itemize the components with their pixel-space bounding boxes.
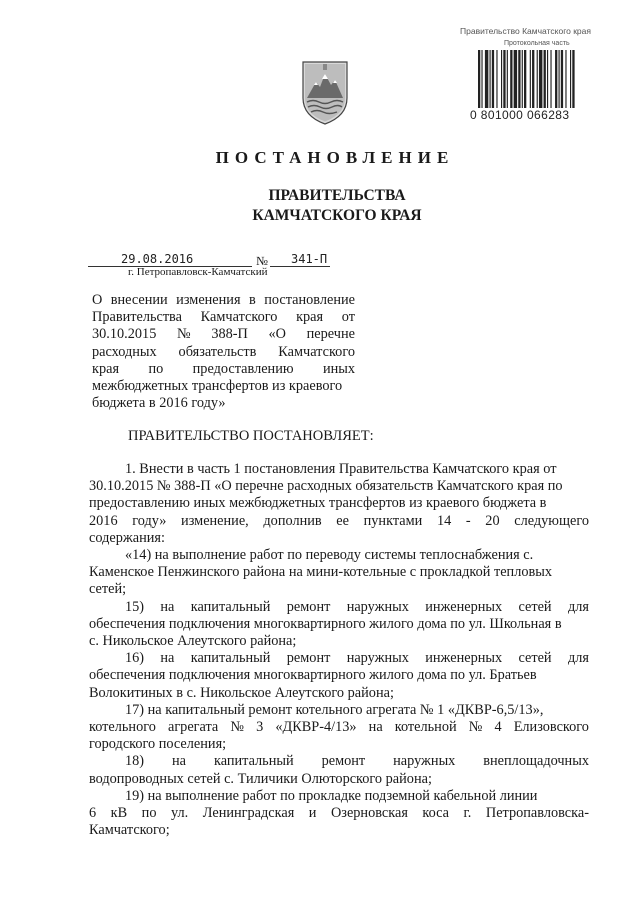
body-line — [89, 788, 589, 805]
subject-word: края — [92, 360, 120, 377]
body-line — [89, 564, 589, 581]
subject-word: края — [296, 309, 324, 326]
barcode-bar — [485, 50, 488, 108]
body-word: по — [141, 805, 157, 822]
body-word: водопроводных сетей с. Тиличики Олюторского района; — [89, 770, 432, 787]
body-word: 19) на выполнение работ по прокладке подземной кабельной линии — [125, 787, 538, 804]
subject-word: № — [177, 326, 191, 343]
body-word: наружных — [346, 650, 409, 667]
barcode-bar — [524, 50, 526, 108]
barcode-bar — [518, 50, 520, 108]
body-word: «ДКВР-4/13» — [275, 719, 357, 736]
body-word: 16) — [125, 650, 145, 667]
body-word: 1. Внести в часть 1 постановления Правительства Камчатского края от — [125, 461, 557, 477]
subject-word: О — [92, 292, 103, 308]
body-line — [89, 478, 589, 495]
body-word: инженерных — [425, 598, 503, 615]
issuer — [0, 186, 640, 226]
number-underline — [270, 266, 330, 267]
body-word: пунктами — [363, 512, 423, 529]
subject-line — [92, 395, 355, 412]
body-word: городского поселения; — [89, 736, 227, 753]
body-word: году» — [132, 512, 167, 529]
body-word: обеспечения подключения многоквартирного жилого дома по ул. Школьная в — [89, 615, 562, 632]
subject-word: Камчатского — [200, 309, 278, 326]
body-word: 17) на капитальный ремонт котельного агрегата № 1 «ДКВР-6,5/13», — [125, 701, 544, 718]
body-line — [89, 513, 589, 530]
subject-line — [92, 309, 355, 326]
body-word: на — [160, 598, 175, 615]
body-word: на — [172, 753, 187, 770]
barcode-bar — [550, 50, 551, 108]
document-city: г. Петропавловск-Камчатский — [128, 266, 268, 278]
subject-word: в — [249, 292, 256, 308]
body-word: капитальный — [190, 650, 271, 667]
body-word: сетей; — [89, 581, 127, 598]
body-word: № — [230, 719, 245, 736]
body-word: капитальный — [190, 598, 271, 615]
barcode-bar — [496, 50, 497, 108]
barcode-bar — [490, 50, 491, 108]
subject-word: Камчатского — [278, 343, 355, 360]
body-line — [89, 685, 589, 702]
body-word: № — [468, 719, 483, 736]
document-number: 341-П — [291, 252, 328, 266]
body-word: ремонт — [286, 650, 331, 667]
barcode-bar — [514, 50, 517, 108]
document-type: ПОСТАНОВЛЕНИЕ — [215, 148, 455, 167]
body-line — [89, 547, 589, 564]
body-word: следующего — [514, 512, 589, 529]
body-word: г. — [463, 805, 472, 822]
body-word: 18) — [125, 753, 145, 770]
body-word: «14) на выполнение работ по переводу системы теплоснабжения с. — [125, 547, 534, 564]
body-word: ремонт — [286, 598, 331, 615]
barcode-bar — [544, 50, 546, 108]
body-word: содержания: — [89, 529, 165, 546]
resolve-heading: ПРАВИТЕЛЬСТВО ПОСТАНОВЛЯЕТ: — [128, 428, 374, 444]
body-line — [89, 650, 589, 667]
body-word: Петропавловска- — [485, 805, 589, 822]
barcode-bar — [572, 50, 574, 108]
body-word: на — [160, 650, 175, 667]
stamp-part: Протокольная часть — [504, 40, 570, 47]
document-date: 29.08.2016 — [121, 252, 194, 266]
body-line — [89, 530, 589, 547]
body-word: ее — [336, 512, 349, 529]
issuer-line: КАМЧАТСКОГО КРАЯ — [252, 207, 422, 224]
body-word: 30.10.2015 № 388-П «О перечне расходных обязательств Камчатского края по — [89, 478, 563, 495]
barcode-bar — [547, 50, 548, 108]
stamp-number: 0 801000 066283 — [470, 108, 570, 122]
barcode-bar — [570, 50, 571, 108]
subject-line — [92, 292, 355, 309]
subject-line — [92, 344, 355, 361]
subject-word: перечне — [306, 326, 355, 343]
subject-word: межбюджетных трансфертов из краевого — [92, 378, 343, 395]
body-word: 20 — [485, 512, 500, 529]
body-line — [89, 753, 589, 770]
body-word: - — [465, 512, 471, 529]
body-line — [89, 805, 589, 822]
body-paragraph — [89, 547, 589, 599]
barcode-bar — [561, 50, 563, 108]
body-line — [89, 771, 589, 788]
body-word: агрегата — [167, 719, 219, 736]
body-line — [89, 581, 589, 598]
barcode-bar — [532, 50, 534, 108]
body-word: предоставлению иных межбюджетных трансфертов из краевого бюджета в — [89, 495, 547, 512]
subject-word: 388-П — [211, 326, 248, 343]
body-word: 6 — [89, 805, 97, 822]
barcode-bar — [492, 50, 494, 108]
body-line — [89, 736, 589, 753]
body-word: Озерновская — [330, 805, 408, 822]
body-paragraph — [89, 461, 589, 547]
body-word: ул. — [171, 805, 189, 822]
subject-word: иных — [322, 360, 355, 377]
barcode-bar — [539, 50, 542, 108]
subject-word: изменения — [176, 292, 241, 308]
body-word: котельной — [394, 719, 457, 736]
body-paragraph — [89, 753, 589, 787]
body-line — [89, 702, 589, 719]
body-line — [89, 719, 589, 736]
body-word: сетей — [518, 650, 552, 667]
body-line — [89, 667, 589, 684]
body-word: с. Никольское Алеутского района; — [89, 633, 297, 650]
body-word: Елизовского — [513, 719, 589, 736]
subject-line — [92, 326, 355, 343]
barcode-bar — [530, 50, 531, 108]
subject-word: 30.10.2015 — [92, 326, 157, 343]
kamchatka-emblem-icon — [300, 58, 350, 126]
barcode-bar — [559, 50, 560, 108]
body-line — [89, 599, 589, 616]
subject-line — [92, 378, 355, 395]
body-word: сетей — [518, 598, 552, 615]
issuer-line: ПРАВИТЕЛЬСТВА — [268, 187, 406, 204]
body-word: 15) — [125, 598, 145, 615]
number-sign: № — [256, 254, 268, 268]
barcode-bar — [510, 50, 512, 108]
subject-word: внесении — [110, 292, 168, 308]
barcode-bar — [537, 50, 538, 108]
body-word: котельного — [89, 719, 156, 736]
barcode-bar — [478, 50, 480, 108]
body-line — [89, 822, 589, 839]
body-word: и — [308, 805, 317, 822]
barcode-bar — [555, 50, 557, 108]
body-word: внеплощадочных — [483, 753, 589, 770]
barcode-bar — [501, 50, 502, 108]
barcode-icon — [478, 50, 604, 108]
body-word: 14 — [436, 512, 452, 529]
barcode-bar — [481, 50, 482, 108]
body-word: инженерных — [425, 650, 503, 667]
barcode-bar — [565, 50, 566, 108]
body-line — [89, 633, 589, 650]
body-word: 3 — [256, 719, 264, 736]
body-word: Ленинградская — [202, 805, 295, 822]
body-word: на — [368, 719, 383, 736]
body-word: Каменское Пенжинского района на мини-котельные с прокладкой тепловых — [89, 564, 552, 581]
body-line — [89, 461, 589, 478]
body-paragraph — [89, 702, 589, 754]
subject-word: постановление — [264, 292, 355, 308]
stamp-organization: Правительство Камчатского края — [460, 26, 591, 36]
barcode-bar — [507, 50, 508, 108]
subject-word: по — [148, 360, 164, 377]
registration-stamp — [452, 22, 632, 122]
body-word: наружных — [346, 598, 409, 615]
barcode-bar — [522, 50, 523, 108]
body-word: изменение, — [181, 512, 249, 529]
subject-word: Правительства — [92, 309, 182, 326]
body-paragraph — [89, 599, 589, 651]
body-word: Волокитиных в с. Никольское Алеутского района; — [89, 684, 394, 701]
body-word: наружных — [393, 753, 456, 770]
body-word: 4 — [494, 719, 502, 736]
body-word: кВ — [110, 805, 128, 822]
body-paragraph — [89, 650, 589, 702]
body-word: для — [567, 598, 589, 615]
body-word: капитальный — [213, 753, 294, 770]
body-line — [89, 495, 589, 512]
subject-word: расходных — [92, 343, 157, 360]
subject-word: обязательств — [178, 343, 257, 360]
body-word: обеспечения подключения многоквартирного жилого дома по ул. Братьев — [89, 667, 537, 684]
body-word: ремонт — [321, 753, 366, 770]
body-word: 2016 — [89, 512, 118, 529]
body-word: коса — [422, 805, 450, 822]
barcode-bar — [503, 50, 505, 108]
subject-word: «О — [268, 326, 286, 343]
body-paragraph — [89, 788, 589, 840]
subject-word: бюджета в 2016 году» — [92, 395, 226, 412]
subject-line — [92, 361, 355, 378]
body-word: Камчатского; — [89, 822, 170, 839]
body-word: для — [567, 650, 589, 667]
document-subject — [92, 292, 355, 412]
subject-word: предоставлению — [192, 360, 294, 377]
subject-word: от — [341, 309, 355, 326]
body-line — [89, 616, 589, 633]
document-body — [89, 461, 589, 839]
body-word: дополнив — [263, 512, 322, 529]
